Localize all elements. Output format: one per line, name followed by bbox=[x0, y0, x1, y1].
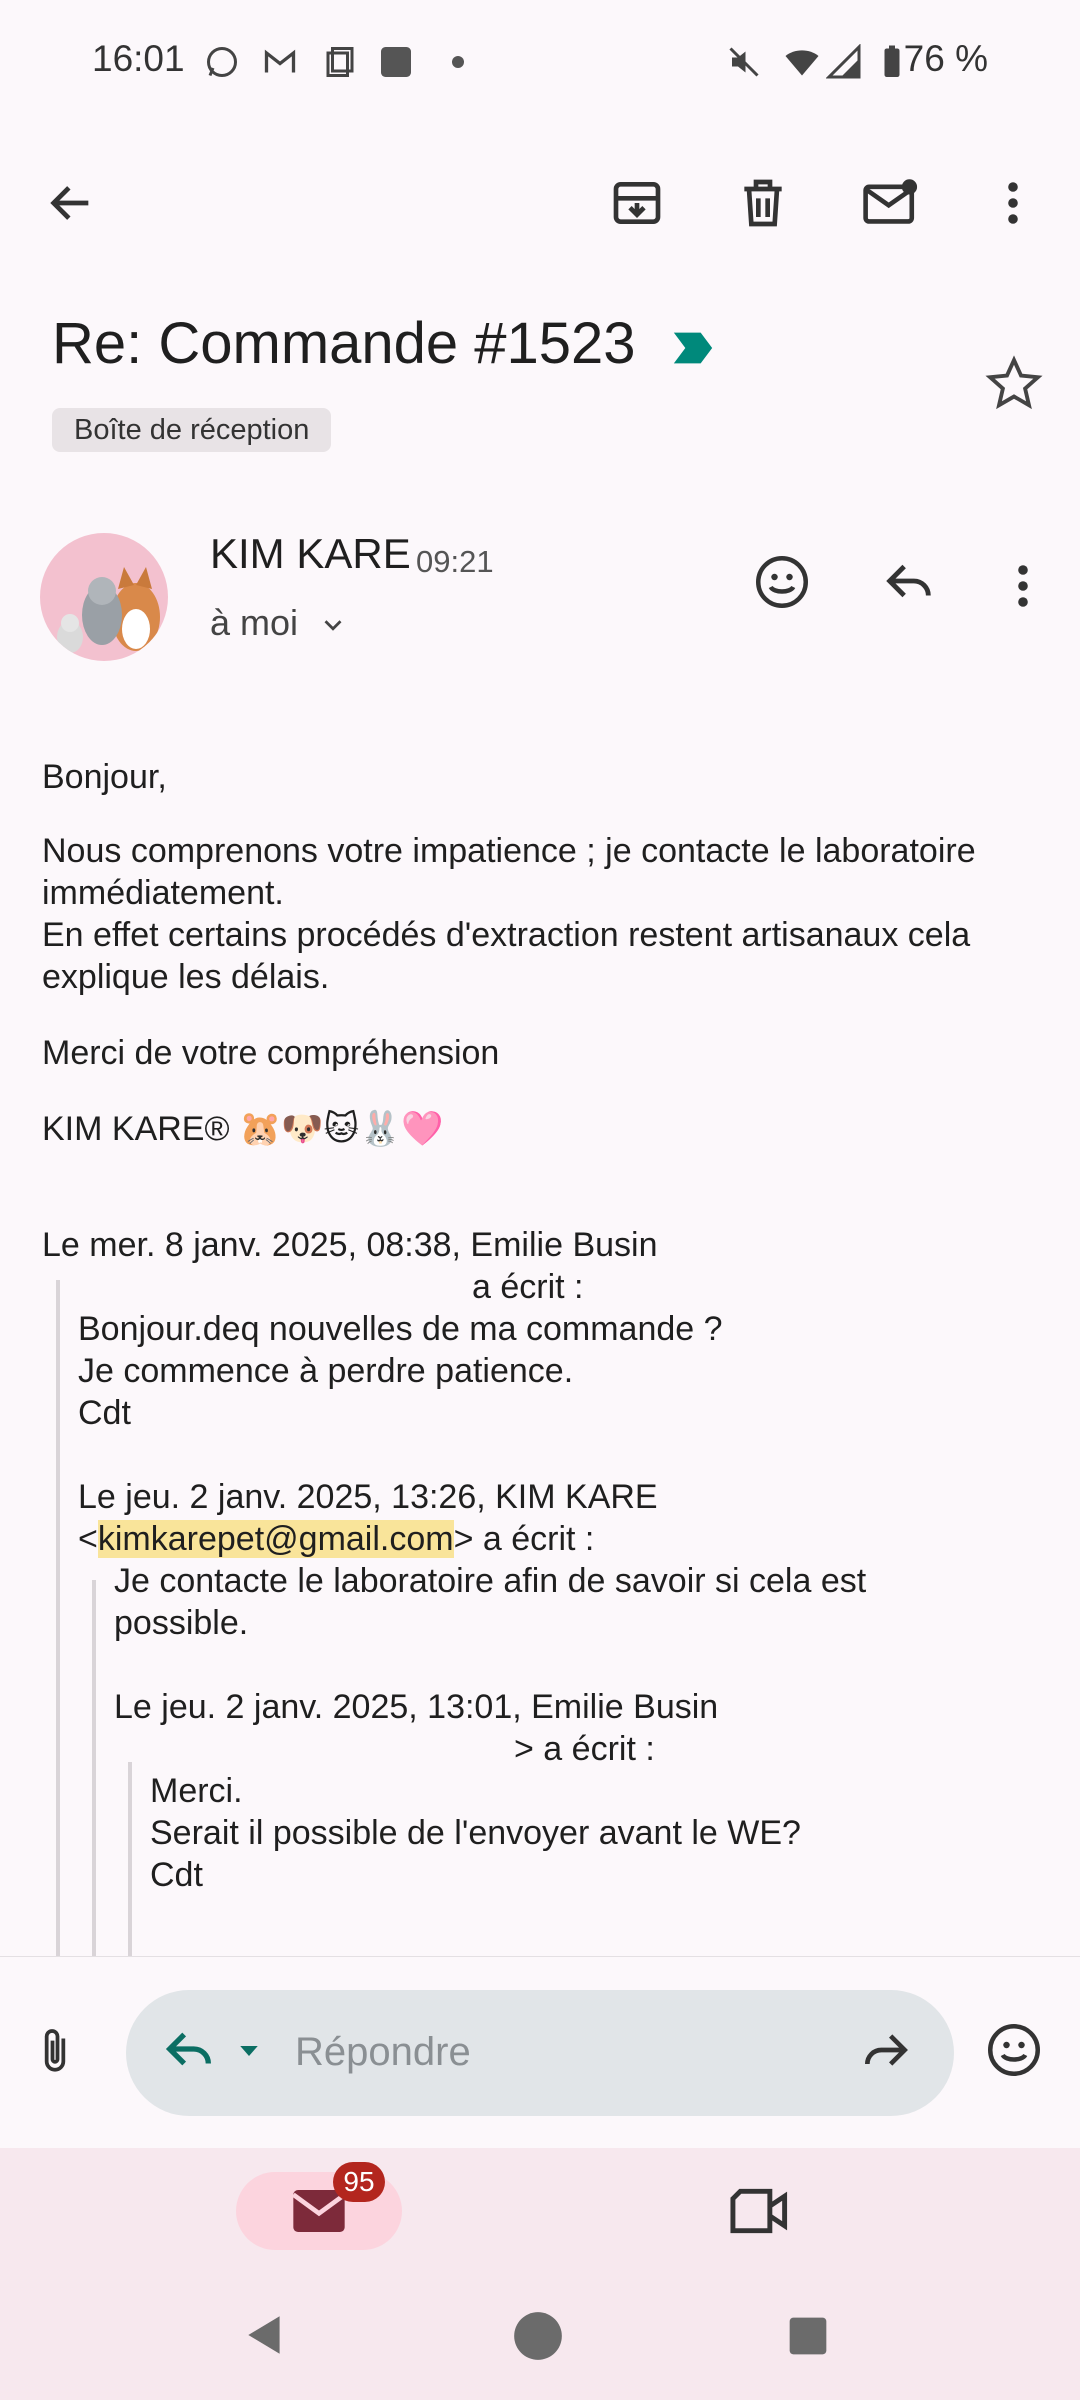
quote-line: Bonjour.deq nouvelles de ma commande ? bbox=[78, 1310, 723, 1348]
star-button[interactable] bbox=[985, 354, 1055, 424]
back-button[interactable] bbox=[36, 168, 106, 238]
quote-bar bbox=[56, 1280, 60, 1960]
quote-line: Je commence à perdre patience. bbox=[78, 1352, 574, 1390]
video-camera-icon bbox=[728, 2185, 792, 2237]
signal-icon bbox=[826, 44, 862, 80]
sender-avatar[interactable] bbox=[40, 533, 168, 661]
quote-line: possible. bbox=[114, 1604, 249, 1642]
thanks-line: Merci de votre compréhension bbox=[42, 1034, 500, 1072]
recipients-text: à moi bbox=[210, 602, 299, 643]
archive-icon bbox=[609, 175, 665, 231]
quote-line: Serait il possible de l'envoyer avant le WE? bbox=[150, 1814, 801, 1852]
quote-level-2 bbox=[78, 1560, 1042, 1896]
quote-level-3 bbox=[114, 1770, 1042, 1896]
pets-avatar-icon bbox=[40, 533, 168, 661]
greeting: Bonjour, bbox=[42, 758, 167, 796]
dot-icon bbox=[440, 44, 476, 80]
more-vert-icon bbox=[1015, 562, 1031, 610]
message-more-button[interactable] bbox=[1000, 556, 1046, 618]
reply-type-selector[interactable] bbox=[160, 2020, 280, 2086]
mark-unread-button[interactable] bbox=[856, 168, 926, 238]
quote-line: Cdt bbox=[78, 1394, 131, 1432]
dropdown-triangle-icon bbox=[234, 2036, 264, 2066]
quote-line: Cdt bbox=[150, 1856, 203, 1894]
quote-line: Merci. bbox=[150, 1772, 243, 1810]
wifi-icon bbox=[784, 44, 820, 80]
quote-header-part: > a écrit : bbox=[453, 1520, 595, 1558]
body-line: explique les délais. bbox=[42, 958, 330, 996]
triangle-back-icon bbox=[240, 2310, 290, 2360]
message-body bbox=[42, 756, 1042, 1896]
unread-count-badge: 95 bbox=[333, 2162, 385, 2202]
mute-vibrate-icon bbox=[726, 44, 762, 80]
inbox-label-chip[interactable]: Boîte de réception bbox=[52, 408, 331, 452]
copy-icon bbox=[322, 44, 358, 80]
circle-home-icon bbox=[512, 2310, 564, 2362]
attach-button[interactable] bbox=[30, 2020, 92, 2090]
mail-unread-icon bbox=[861, 175, 921, 231]
reply-placeholder: Répondre bbox=[295, 2030, 471, 2074]
arrow-left-icon bbox=[45, 177, 97, 229]
subject-text: Re: Commande #1523 bbox=[52, 311, 636, 376]
emoji-icon bbox=[752, 552, 812, 612]
quote-header: Le jeu. 2 janv. 2025, 13:26, KIM KARE bbox=[78, 1478, 658, 1516]
forward-button[interactable] bbox=[858, 2022, 924, 2084]
body-line: immédiatement. bbox=[42, 874, 284, 912]
email-subject bbox=[52, 310, 716, 377]
system-recents-button[interactable] bbox=[786, 2314, 842, 2370]
emoji-icon bbox=[984, 2020, 1044, 2080]
recipients-toggle[interactable] bbox=[210, 602, 348, 644]
quote-bar bbox=[128, 1762, 132, 1962]
app-square-icon bbox=[378, 44, 414, 80]
status-bar bbox=[0, 0, 1080, 120]
system-back-button[interactable] bbox=[240, 2310, 300, 2370]
more-options-button[interactable] bbox=[978, 168, 1048, 238]
quote-header: Le jeu. 2 janv. 2025, 13:01, Emilie Busin bbox=[114, 1688, 719, 1726]
quote-level-1 bbox=[42, 1308, 1042, 1896]
body-line: Nous comprenons votre impatience ; je contacte le laboratoire bbox=[42, 832, 976, 870]
body-line: En effet certains procédés d'extraction restent artisanaux cela bbox=[42, 916, 971, 954]
important-marker-icon[interactable] bbox=[670, 328, 716, 368]
system-home-button[interactable] bbox=[512, 2310, 572, 2370]
message-time: 09:21 bbox=[416, 544, 494, 579]
status-time: 16:01 bbox=[92, 38, 185, 79]
trash-icon bbox=[735, 175, 791, 231]
delete-button[interactable] bbox=[728, 168, 798, 238]
reply-button[interactable] bbox=[880, 552, 950, 622]
sender-name: KIM KARE bbox=[210, 530, 411, 577]
quote-bar bbox=[92, 1580, 96, 1960]
archive-button[interactable] bbox=[602, 168, 672, 238]
signature: KIM KARE® 🐹🐶🐱🐰🩷 bbox=[42, 1110, 444, 1148]
battery-percent: 76 % bbox=[903, 38, 988, 79]
square-recents-icon bbox=[786, 2314, 830, 2358]
paperclip-icon bbox=[30, 2020, 80, 2082]
quote-header: a écrit : bbox=[472, 1268, 584, 1306]
quote-header bbox=[78, 1518, 1042, 1560]
forward-icon bbox=[858, 2022, 914, 2078]
more-vert-icon bbox=[1005, 179, 1021, 227]
gmail-icon bbox=[262, 44, 298, 80]
star-outline-icon bbox=[985, 354, 1043, 412]
chevron-down-icon bbox=[318, 610, 348, 640]
whatsapp-icon bbox=[204, 44, 240, 80]
quote-header-part: < bbox=[78, 1520, 98, 1558]
reply-emoji-button[interactable] bbox=[984, 2020, 1050, 2086]
nav-meet-tab[interactable] bbox=[720, 2176, 800, 2246]
email-link[interactable]: kimkarepet@gmail.com bbox=[97, 1520, 454, 1558]
quote-header: Le mer. 8 janv. 2025, 08:38, Emilie Busin bbox=[42, 1226, 658, 1264]
reply-icon bbox=[160, 2020, 218, 2078]
quote-header: > a écrit : bbox=[514, 1730, 655, 1768]
quote-line: Je contacte le laboratoire afin de savoir si cela est bbox=[114, 1562, 867, 1600]
add-reaction-button[interactable] bbox=[752, 552, 822, 622]
reply-icon bbox=[880, 552, 938, 610]
